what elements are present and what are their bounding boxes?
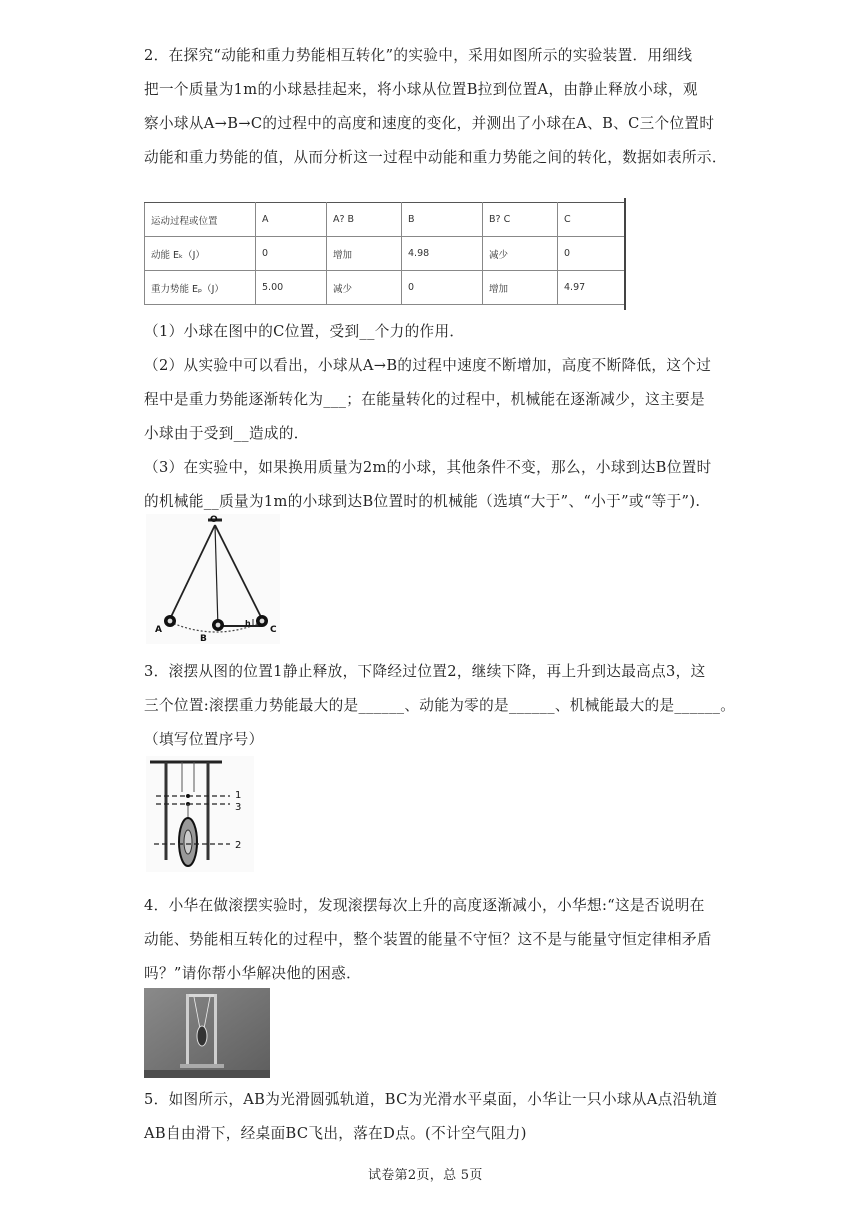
table-cell: 增加 [483,271,558,305]
q2-sub2-line-1: （2）从实验中可以看出，小球从A→B的过程中速度不断增加，高度不断降低，这个过 [144,357,712,374]
maxwell-wheel-figure [146,756,254,872]
table-cell: C [558,203,627,237]
table-cell: 4.98 [402,237,483,271]
table-cell: 5.00 [256,271,327,305]
label-c: C [270,625,277,635]
label-position-1: 1 [235,790,242,801]
table-cell: 4.97 [558,271,627,305]
q3-line-3: （填写位置序号） [144,731,264,748]
q4-line-2: 动能、势能相互转化的过程中，整个装置的能量不守恒？这不是与能量守恒定律相矛盾 [144,931,712,948]
table-cell: 0 [558,237,627,271]
q2-line-4: 动能和重力势能的值，从而分析这一过程中动能和重力势能之间的转化，数据如表所示． [144,149,727,166]
label-a: A [155,625,162,635]
table-cell: 增加 [327,237,402,271]
table-cell: A? B [327,203,402,237]
pendulum-figure [146,514,280,644]
energy-data-table [144,202,626,305]
q3-line-2: 三个位置:滚摆重力势能最大的是______、动能为零的是______、机械能最大的是______。 [144,697,736,714]
table-cell: B [402,203,483,237]
q2-line-1: 2．在探究“动能和重力势能相互转化”的实验中，采用如图所示的实验装置．用细线 [144,47,693,64]
q4-line-1: 4．小华在做滚摆实验时，发现滚摆每次上升的高度逐渐减小，小华想:“这是否说明在 [144,897,705,914]
table-cell: 动能 Eₖ（J） [145,237,256,271]
q5-line-2: AB自由滑下，经桌面BC飞出，落在D点。(不计空气阻力) [144,1125,527,1142]
q3-line-1: 3．滚摆从图的位置1静止释放，下降经过位置2，继续下降，再上升到达最高点3，这 [144,663,706,680]
q5-line-1: 5．如图所示，AB为光滑圆弧轨道，BC为光滑水平桌面，小华让一只小球从A点沿轨道 [144,1091,718,1108]
table-cell: B? C [483,203,558,237]
label-b: B [200,634,207,644]
table-cell: 减少 [327,271,402,305]
table-right-border [624,198,626,310]
table-cell: 运动过程或位置 [145,203,256,237]
table-row [145,203,627,237]
label-position-2: 2 [235,840,242,851]
q2-sub3-line-1: （3）在实验中，如果换用质量为2m的小球，其他条件不变，那么，小球到达B位置时 [144,459,712,476]
label-position-3: 3 [235,802,242,813]
q2-sub2-line-2: 程中是重力势能逐渐转化为___；在能量转化的过程中，机械能在逐渐减少，这主要是 [144,391,705,408]
label-h: h [245,619,251,628]
q4-line-3: 吗？”请你帮小华解决他的困惑． [144,965,362,982]
q2-line-3: 察小球从A→B→C的过程中的高度和速度的变化，并测出了小球在A、B、C三个位置时 [144,115,715,132]
table-cell: A [256,203,327,237]
q2-line-2: 把一个质量为1m的小球悬挂起来，将小球从位置B拉到位置A，由静止释放小球，观 [144,81,698,98]
q2-sub1: （1）小球在图中的C位置，受到__个力的作用． [144,323,465,340]
label-o: O [210,515,218,525]
table-cell: 0 [256,237,327,271]
table-cell: 减少 [483,237,558,271]
table-row [145,271,627,305]
q2-sub2-line-3: 小球由于受到__造成的． [144,425,309,442]
q2-sub3-line-2: 的机械能__质量为1m的小球到达B位置时的机械能（选填“大于”、“小于”或“等于”). [144,493,701,510]
apparatus-photo [144,988,270,1078]
table-row [145,237,627,271]
page-footer: 试卷第2页，总 5页 [368,1168,483,1183]
table-cell: 重力势能 Eₚ（J） [145,271,256,305]
table-cell: 0 [402,271,483,305]
